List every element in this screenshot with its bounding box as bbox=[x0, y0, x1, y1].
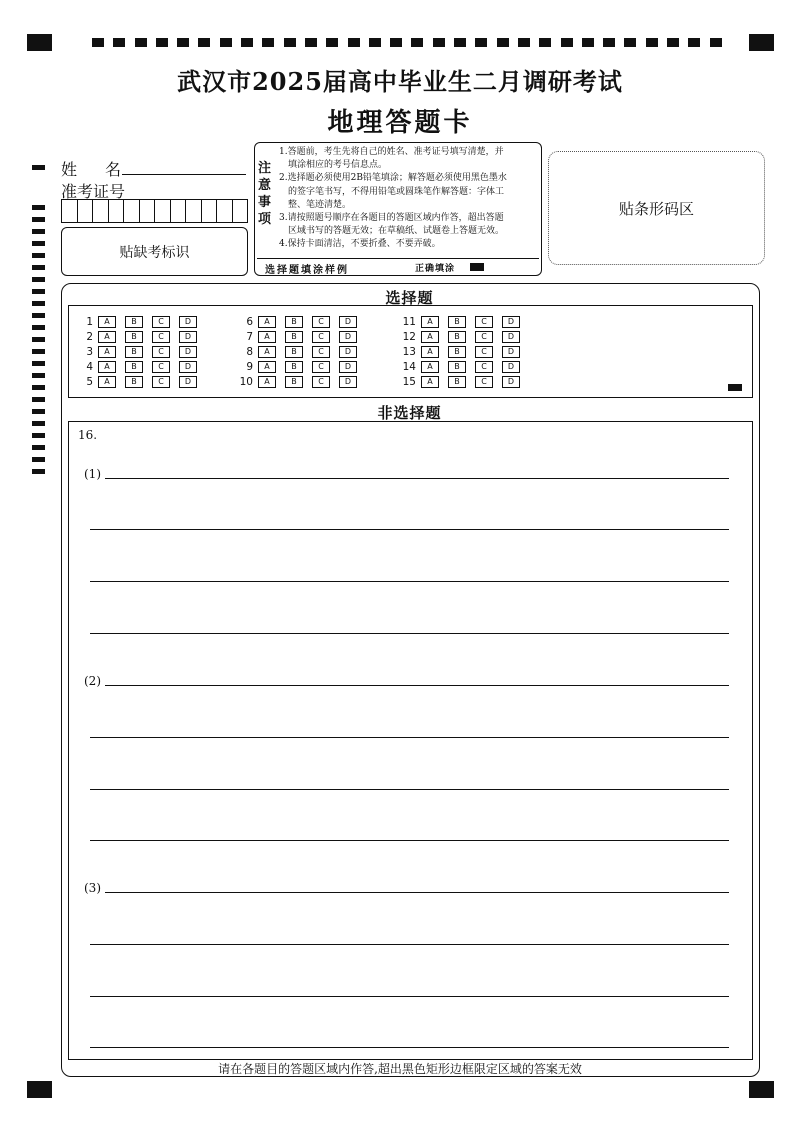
option-c[interactable]: C bbox=[152, 346, 170, 358]
choice-timing-mark bbox=[728, 384, 742, 391]
option-a[interactable]: A bbox=[98, 361, 116, 373]
option-b[interactable]: B bbox=[285, 331, 303, 343]
question-row-8: 8 A B C D bbox=[235, 346, 366, 358]
option-c[interactable]: C bbox=[152, 316, 170, 328]
option-a[interactable]: A bbox=[421, 376, 439, 388]
answer-line[interactable] bbox=[90, 996, 729, 997]
option-d[interactable]: D bbox=[179, 361, 197, 373]
part-label: (3) bbox=[84, 881, 101, 895]
question-row-14: 14 A B C D bbox=[398, 361, 529, 373]
option-c[interactable]: C bbox=[312, 331, 330, 343]
question-row-4: 4 A B C D bbox=[75, 361, 206, 373]
name-field[interactable] bbox=[122, 174, 246, 175]
fill-example-label: 选择题填涂样例 bbox=[265, 265, 349, 276]
correct-fill-sample bbox=[470, 263, 484, 271]
option-b[interactable]: B bbox=[125, 331, 143, 343]
option-b[interactable]: B bbox=[448, 376, 466, 388]
option-b[interactable]: B bbox=[125, 346, 143, 358]
option-d[interactable]: D bbox=[179, 316, 197, 328]
option-b[interactable]: B bbox=[448, 346, 466, 358]
answer-line[interactable] bbox=[105, 478, 729, 479]
option-d[interactable]: D bbox=[179, 376, 197, 388]
option-a[interactable]: A bbox=[98, 316, 116, 328]
option-d[interactable]: D bbox=[339, 361, 357, 373]
correct-fill-label: 正确填涂 bbox=[415, 264, 456, 274]
choice-section-title: 选择题 bbox=[385, 289, 434, 307]
answer-line[interactable] bbox=[90, 840, 729, 841]
registration-mark-top-right bbox=[749, 34, 774, 51]
exam-title: 武汉市2025届高中毕业生二月调研考试 bbox=[177, 67, 623, 96]
question-row-1: 1 A B C D bbox=[75, 316, 206, 328]
answer-line[interactable] bbox=[90, 1047, 729, 1048]
option-d[interactable]: D bbox=[502, 316, 520, 328]
option-d[interactable]: D bbox=[339, 331, 357, 343]
part-label: (2) bbox=[84, 674, 101, 688]
answer-line[interactable] bbox=[90, 789, 729, 790]
barcode-area[interactable] bbox=[548, 151, 765, 265]
option-d[interactable]: D bbox=[502, 331, 520, 343]
option-d[interactable]: D bbox=[339, 346, 357, 358]
question-row-11: 11 A B C D bbox=[398, 316, 529, 328]
option-b[interactable]: B bbox=[125, 376, 143, 388]
option-a[interactable]: A bbox=[98, 346, 116, 358]
question-row-5: 5 A B C D bbox=[75, 376, 206, 388]
option-a[interactable]: A bbox=[258, 361, 276, 373]
option-d[interactable]: D bbox=[339, 316, 357, 328]
registration-mark-bottom-left bbox=[27, 1081, 52, 1098]
question-row-2: 2 A B C D bbox=[75, 331, 206, 343]
name-label: 姓 名 bbox=[61, 160, 128, 179]
absent-mark-label: 贴缺考标识 bbox=[119, 245, 190, 261]
option-c[interactable]: C bbox=[312, 316, 330, 328]
option-a[interactable]: A bbox=[258, 346, 276, 358]
answer-line[interactable] bbox=[90, 944, 729, 945]
option-c[interactable]: C bbox=[475, 376, 493, 388]
answer-line[interactable] bbox=[105, 685, 729, 686]
question-row-15: 15 A B C D bbox=[398, 376, 529, 388]
option-d[interactable]: D bbox=[339, 376, 357, 388]
answer-line[interactable] bbox=[90, 737, 729, 738]
option-b[interactable]: B bbox=[285, 346, 303, 358]
option-c[interactable]: C bbox=[152, 331, 170, 343]
notice-item: 区域书写的答题无效；在草稿纸、试题卷上答题无效。 bbox=[279, 226, 505, 237]
option-d[interactable]: D bbox=[502, 376, 520, 388]
question-row-13: 13 A B C D bbox=[398, 346, 529, 358]
option-c[interactable]: C bbox=[152, 376, 170, 388]
question-row-9: 9 A B C D bbox=[235, 361, 366, 373]
option-a[interactable]: A bbox=[258, 376, 276, 388]
option-d[interactable]: D bbox=[502, 361, 520, 373]
option-d[interactable]: D bbox=[179, 331, 197, 343]
fill-example-bar bbox=[257, 258, 539, 274]
registration-mark-bottom-right bbox=[749, 1081, 774, 1098]
answer-line[interactable] bbox=[90, 581, 729, 582]
question-row-12: 12 A B C D bbox=[398, 331, 529, 343]
registration-mark-top-left bbox=[27, 34, 52, 51]
exam-id-label: 准考证号 bbox=[61, 182, 126, 201]
option-c[interactable]: C bbox=[475, 361, 493, 373]
option-b[interactable]: B bbox=[125, 361, 143, 373]
part-label: (1) bbox=[84, 467, 101, 481]
option-c[interactable]: C bbox=[312, 376, 330, 388]
option-c[interactable]: C bbox=[152, 361, 170, 373]
notice-item: 4.保持卡面清洁，不要折叠、不要弄破。 bbox=[279, 239, 441, 250]
option-b[interactable]: B bbox=[285, 376, 303, 388]
nonchoice-answer-box bbox=[68, 421, 753, 1060]
top-timing-marks bbox=[92, 38, 722, 47]
option-d[interactable]: D bbox=[179, 346, 197, 358]
footer-note: 请在各题目的答题区域内作答,超出黑色矩形边框限定区域的答案无效 bbox=[218, 1062, 582, 1076]
question-number: 16. bbox=[78, 428, 98, 442]
option-a[interactable]: A bbox=[98, 376, 116, 388]
option-a[interactable]: A bbox=[98, 331, 116, 343]
option-a[interactable]: A bbox=[421, 346, 439, 358]
option-c[interactable]: C bbox=[475, 316, 493, 328]
answer-line[interactable] bbox=[90, 633, 729, 634]
option-b[interactable]: B bbox=[448, 331, 466, 343]
notice-item: 1.答题前，考生先将自己的姓名、准考证号填写清楚，并 bbox=[279, 147, 504, 157]
question-row-7: 7 A B C D bbox=[235, 331, 366, 343]
option-a[interactable]: A bbox=[421, 361, 439, 373]
option-d[interactable]: D bbox=[502, 346, 520, 358]
notice-item: 的签字笔书写，不得用铅笔或圆珠笔作解答题：字体工 bbox=[279, 186, 505, 197]
notice-item: 3.请按照题号顺序在各题目的答题区域内作答，超出答题 bbox=[279, 213, 504, 224]
answer-line[interactable] bbox=[105, 892, 729, 893]
option-b[interactable]: B bbox=[448, 361, 466, 373]
notice-title: 注 意 事 项 bbox=[257, 161, 271, 227]
option-b[interactable]: B bbox=[285, 316, 303, 328]
option-c[interactable]: C bbox=[475, 346, 493, 358]
option-b[interactable]: B bbox=[125, 316, 143, 328]
answer-line[interactable] bbox=[90, 529, 729, 530]
option-b[interactable]: B bbox=[448, 316, 466, 328]
question-row-6: 6 A B C D bbox=[235, 316, 366, 328]
option-b[interactable]: B bbox=[285, 361, 303, 373]
notice-item: 填涂相应的考号信息点。 bbox=[279, 160, 388, 171]
option-a[interactable]: A bbox=[421, 331, 439, 343]
question-row-10: 10 A B C D bbox=[235, 376, 366, 388]
answer-sheet-title: 地理答题卡 bbox=[327, 108, 473, 138]
option-c[interactable]: C bbox=[475, 331, 493, 343]
option-c[interactable]: C bbox=[312, 361, 330, 373]
option-a[interactable]: A bbox=[258, 316, 276, 328]
option-a[interactable]: A bbox=[258, 331, 276, 343]
question-row-3: 3 A B C D bbox=[75, 346, 206, 358]
absent-mark-area[interactable] bbox=[61, 227, 248, 276]
option-c[interactable]: C bbox=[312, 346, 330, 358]
barcode-label: 贴条形码区 bbox=[618, 200, 694, 218]
notice-item: 2.选择题必须使用2B铅笔填涂；解答题必须使用黑色墨水 bbox=[279, 173, 507, 184]
exam-id-grid[interactable] bbox=[61, 199, 248, 223]
option-a[interactable]: A bbox=[421, 316, 439, 328]
notice-item: 整、笔迹清楚。 bbox=[279, 199, 352, 210]
notice-list bbox=[279, 146, 535, 252]
nonchoice-section-title: 非选择题 bbox=[377, 404, 442, 422]
